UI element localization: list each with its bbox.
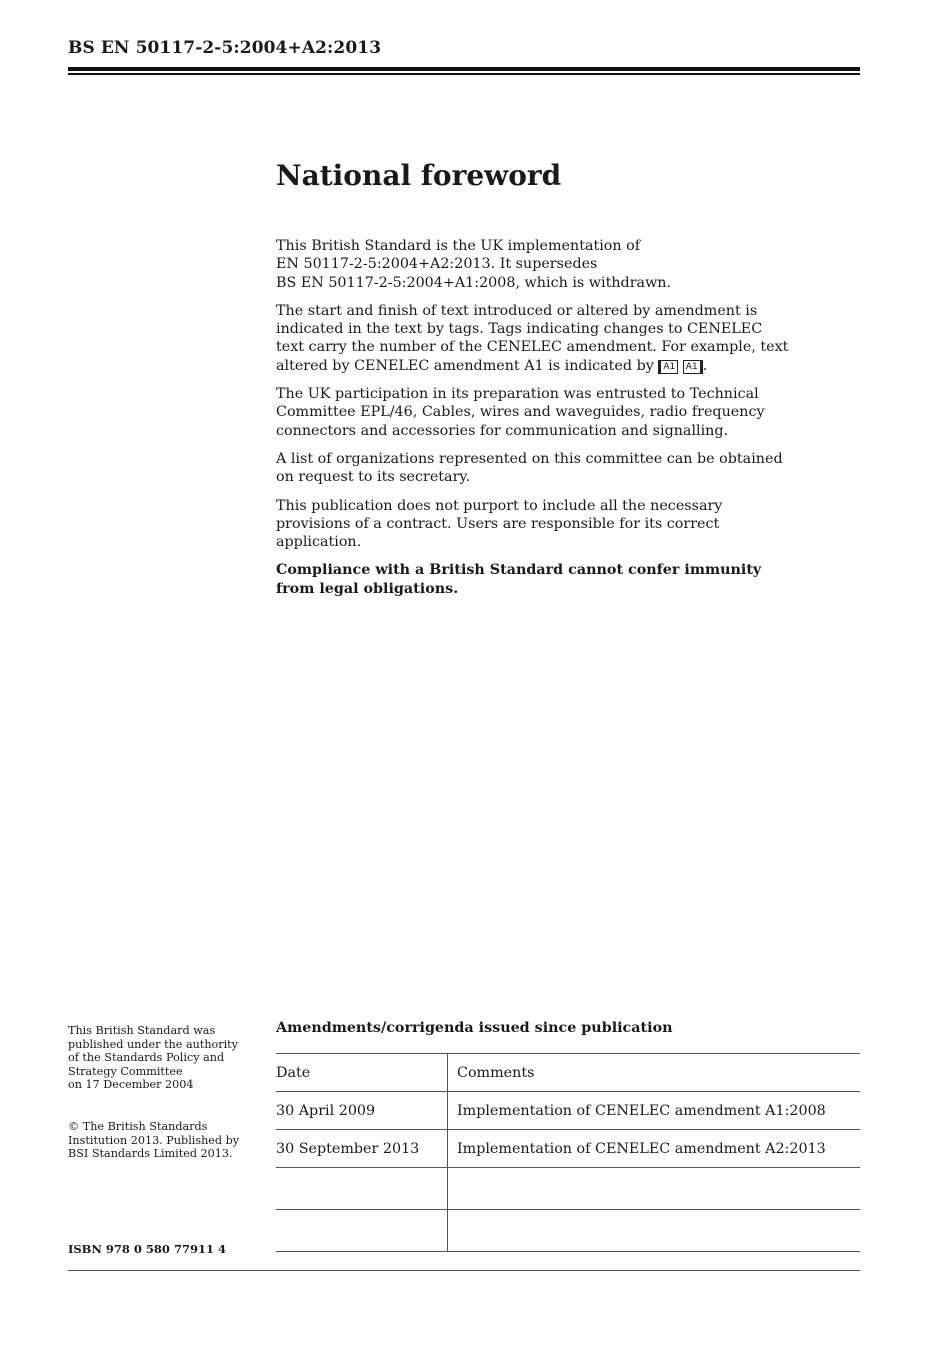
text-fragment: altered by CENELEC amendment A1 is indicated by xyxy=(276,357,654,374)
text-line: application. xyxy=(276,534,362,551)
empty-cell xyxy=(276,1210,448,1252)
text-line: A list of organizations represented on this committee can be obtained xyxy=(276,450,783,467)
paragraph-implementation xyxy=(276,237,836,292)
footer-rule xyxy=(68,1270,860,1271)
amendment-comment: Implementation of CENELEC amendment A1:2008 xyxy=(448,1092,861,1130)
copyright-note xyxy=(68,1120,268,1161)
text-line: Committee EPL/46, Cables, wires and waveguides, radio frequency xyxy=(276,404,765,421)
empty-cell xyxy=(448,1210,861,1252)
empty-cell xyxy=(448,1168,861,1210)
text-line xyxy=(276,357,836,375)
text-line: Strategy Committee xyxy=(68,1064,183,1078)
foreword-body xyxy=(276,155,836,608)
header-rule-thick xyxy=(68,67,860,71)
column-header-date: Date xyxy=(276,1054,448,1092)
table-header-row xyxy=(276,1054,860,1092)
text-line: Institution 2013. Published by xyxy=(68,1133,240,1147)
text-line: text carry the number of the CENELEC amendment. For example, text xyxy=(276,339,789,356)
header-rule-thin xyxy=(68,73,860,75)
table-row xyxy=(276,1092,860,1130)
document-id: BS EN 50117-2-5:2004+A2:2013 xyxy=(68,38,382,58)
amendment-comment: Implementation of CENELEC amendment A2:2013 xyxy=(448,1130,861,1168)
text-line: EN 50117-2-5:2004+A2:2013. It supersedes xyxy=(276,256,598,273)
table-row-empty xyxy=(276,1210,860,1252)
paragraph-compliance xyxy=(276,561,836,598)
text-line: This British Standard was xyxy=(68,1024,216,1037)
column-header-comments: Comments xyxy=(448,1054,861,1092)
text-line: from legal obligations. xyxy=(276,580,459,597)
text-line: of the Standards Policy and xyxy=(68,1051,225,1065)
paragraph-organizations xyxy=(276,450,836,487)
text-line: connectors and accessories for communication and signalling. xyxy=(276,422,729,439)
amendment-close-tag: A1 xyxy=(683,360,703,374)
paragraph-contract xyxy=(276,497,836,552)
page-title: National foreword xyxy=(276,159,562,192)
table-row-empty xyxy=(276,1168,860,1210)
text-line: Compliance with a British Standard cannot confer immunity xyxy=(276,562,762,579)
amendments-table xyxy=(276,1053,860,1252)
text-line: BS EN 50117-2-5:2004+A1:2008, which is withdrawn. xyxy=(276,274,672,291)
text-line: on request to its secretary. xyxy=(276,469,471,486)
amendments-title: Amendments/corrigenda issued since publication xyxy=(276,1020,673,1036)
empty-cell xyxy=(276,1168,448,1210)
paragraph-amendment-tags xyxy=(276,302,836,375)
text-line: on 17 December 2004 xyxy=(68,1078,194,1092)
text-fragment: . xyxy=(702,357,708,374)
text-line: indicated in the text by tags. Tags indicating changes to CENELEC xyxy=(276,321,763,338)
text-line: © The British Standards xyxy=(68,1120,208,1133)
text-line: This publication does not purport to include all the necessary xyxy=(276,497,723,514)
text-line: The UK participation in its preparation was entrusted to Technical xyxy=(276,386,759,403)
table-row xyxy=(276,1130,860,1168)
text-line: The start and finish of text introduced or altered by amendment is xyxy=(276,302,758,319)
text-line: BSI Standards Limited 2013. xyxy=(68,1147,233,1161)
amendment-date: 30 April 2009 xyxy=(276,1092,448,1130)
text-line: provisions of a contract. Users are responsible for its correct xyxy=(276,515,720,532)
paragraph-committee xyxy=(276,385,836,440)
amendment-open-tag: A1 xyxy=(658,360,678,374)
text-line: This British Standard is the UK implementation of xyxy=(276,238,641,254)
publication-note xyxy=(68,1024,268,1092)
text-line: published under the authority xyxy=(68,1037,238,1051)
amendment-date: 30 September 2013 xyxy=(276,1130,448,1168)
isbn: ISBN 978 0 580 77911 4 xyxy=(68,1242,226,1256)
